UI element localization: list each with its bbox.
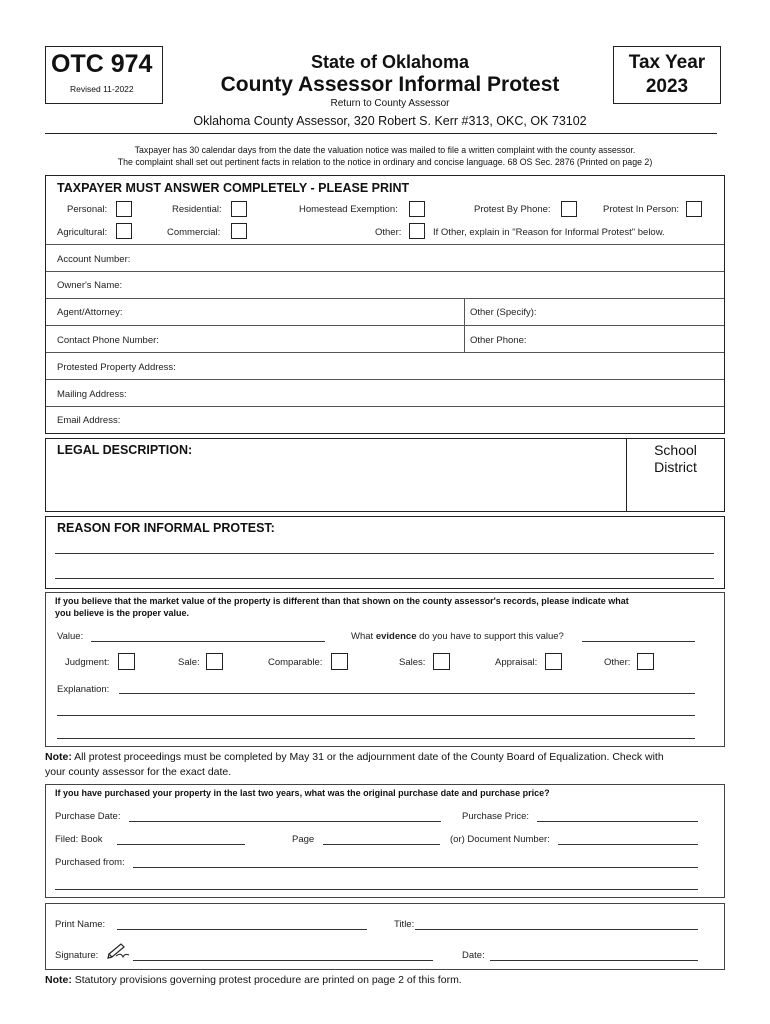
purchase-price-field[interactable] — [537, 821, 698, 822]
revised-date: Revised 11-2022 — [70, 84, 134, 94]
purchase-question: If you have purchased your property in the last two years, what was the original purchase date and purchase price? — [55, 788, 550, 798]
other-type-label: Other: — [375, 227, 402, 238]
row-divider — [46, 406, 724, 407]
other-type-note: If Other, explain in "Reason for Informal Protest" below. — [433, 227, 665, 238]
signature-field[interactable] — [133, 960, 433, 961]
taxpayer-heading: TAXPAYER MUST ANSWER COMPLETELY - PLEASE PRINT — [57, 181, 410, 195]
document-number-field[interactable] — [558, 844, 698, 845]
email-address-label[interactable]: Email Address: — [57, 415, 121, 426]
market-value-intro-1: If you believe that the market value of the property is different than that shown on the county assessor's records, please indicate what — [55, 596, 629, 606]
book-field[interactable] — [117, 844, 245, 845]
intro-line-2: The complaint shall set out pertinent facts in relation to the notice in ordinary and concise language. 68 OS Sec. 2876 (Printed on page 2) — [117, 157, 653, 167]
page-label: Page — [292, 834, 315, 845]
signature-label: Signature: — [55, 950, 99, 961]
protest-phone-label: Protest By Phone: — [474, 204, 551, 215]
homestead-checkbox[interactable] — [409, 201, 425, 217]
school-label: School — [654, 442, 697, 458]
state-heading: State of Oklahoma — [310, 52, 470, 72]
row-divider — [46, 325, 724, 326]
explanation-line[interactable] — [57, 715, 695, 716]
explanation-label: Explanation: — [57, 684, 110, 695]
print-name-label: Print Name: — [55, 919, 106, 930]
value-field[interactable] — [91, 641, 325, 642]
explanation-line[interactable] — [119, 693, 695, 694]
value-label: Value: — [57, 631, 84, 642]
header-rule — [45, 133, 717, 134]
sale-checkbox[interactable] — [206, 653, 223, 670]
purchased-from-field[interactable] — [133, 867, 698, 868]
form-number: OTC 974 — [51, 50, 153, 78]
agricultural-label: Agricultural: — [57, 227, 108, 238]
intro-line-1: Taxpayer has 30 calendar days from the date the valuation notice was mailed to file a written complaint with the county assessor. — [134, 145, 636, 155]
agricultural-checkbox[interactable] — [116, 223, 132, 239]
other-evidence-checkbox[interactable] — [637, 653, 654, 670]
homestead-label: Homestead Exemption: — [299, 204, 398, 215]
tax-year: 2023 — [645, 76, 689, 97]
row-divider — [46, 298, 724, 299]
reason-line[interactable] — [55, 578, 714, 579]
other-specify-label[interactable]: Other (Specify): — [470, 307, 537, 318]
legal-description-heading: LEGAL DESCRIPTION: — [57, 443, 193, 457]
title-label: Title: — [394, 919, 415, 930]
appraisal-label: Appraisal: — [495, 657, 538, 668]
owners-name-label[interactable]: Owner's Name: — [57, 280, 123, 291]
page-field[interactable] — [323, 844, 440, 845]
note-label: Note: — [45, 751, 72, 763]
other-type-checkbox[interactable] — [409, 223, 425, 239]
protested-address-label[interactable]: Protested Property Address: — [57, 362, 176, 373]
date-label: Date: — [462, 950, 485, 961]
mailing-address-label[interactable]: Mailing Address: — [57, 389, 127, 400]
judgment-checkbox[interactable] — [118, 653, 135, 670]
commercial-checkbox[interactable] — [231, 223, 247, 239]
form-title: County Assessor Informal Protest — [220, 73, 560, 96]
title-field[interactable] — [415, 929, 698, 930]
appraisal-checkbox[interactable] — [545, 653, 562, 670]
comparable-label: Comparable: — [268, 657, 323, 668]
row-divider — [46, 379, 724, 380]
return-to: Return to County Assessor — [330, 98, 450, 109]
district-label: District — [654, 459, 697, 475]
purchased-from-label: Purchased from: — [55, 857, 125, 868]
contact-phone-label[interactable]: Contact Phone Number: — [57, 335, 159, 346]
personal-label: Personal: — [67, 204, 108, 215]
explanation-line[interactable] — [57, 738, 695, 739]
tax-year-label: Tax Year — [628, 52, 706, 73]
evidence-question: What evidence do you have to support this value? — [351, 631, 564, 642]
other-phone-label[interactable]: Other Phone: — [470, 335, 527, 346]
assessor-address: Oklahoma County Assessor, 320 Robert S. Kerr #313, OKC, OK 73102 — [193, 114, 587, 128]
protest-person-checkbox[interactable] — [686, 201, 702, 217]
protest-person-label: Protest In Person: — [603, 204, 680, 215]
purchase-date-field[interactable] — [129, 821, 441, 822]
date-field[interactable] — [490, 960, 698, 961]
market-value-intro-2: you believe is the proper value. — [55, 608, 190, 618]
judgment-label: Judgment: — [65, 657, 110, 668]
residential-checkbox[interactable] — [231, 201, 247, 217]
row-divider — [46, 352, 724, 353]
other-evidence-label: Other: — [604, 657, 631, 668]
print-name-field[interactable] — [117, 929, 367, 930]
purchase-price-label: Purchase Price: — [462, 811, 530, 822]
protest-phone-checkbox[interactable] — [561, 201, 577, 217]
document-number-label: (or) Document Number: — [450, 834, 550, 845]
purchased-from-line[interactable] — [55, 889, 698, 890]
purchase-box — [45, 784, 725, 898]
row-divider — [46, 271, 724, 272]
sales-label: Sales: — [399, 657, 426, 668]
personal-checkbox[interactable] — [116, 201, 132, 217]
reason-heading: REASON FOR INFORMAL PROTEST: — [57, 521, 275, 535]
agent-label[interactable]: Agent/Attorney: — [57, 307, 123, 318]
comparable-checkbox[interactable] — [331, 653, 348, 670]
commercial-label: Commercial: — [167, 227, 221, 238]
reason-line[interactable] — [55, 553, 714, 554]
note-deadline-cont: your county assessor for the exact date. — [45, 766, 232, 778]
purchase-date-label: Purchase Date: — [55, 811, 121, 822]
note-deadline: Note: All protest proceedings must be completed by May 31 or the adjournment date of the County Board of Equalization. Check with — [45, 751, 664, 763]
row-divider — [46, 244, 724, 245]
pen-sign-icon — [106, 941, 130, 959]
sales-checkbox[interactable] — [433, 653, 450, 670]
note-statutory: Note: Statutory provisions governing protest procedure are printed on page 2 of this form. — [45, 974, 462, 986]
evidence-field[interactable] — [582, 641, 695, 642]
note-label: Note: — [45, 974, 72, 986]
account-number-label[interactable]: Account Number: — [57, 254, 131, 265]
sale-label: Sale: — [178, 657, 200, 668]
residential-label: Residential: — [172, 204, 222, 215]
filed-book-label: Filed: Book — [55, 834, 103, 845]
